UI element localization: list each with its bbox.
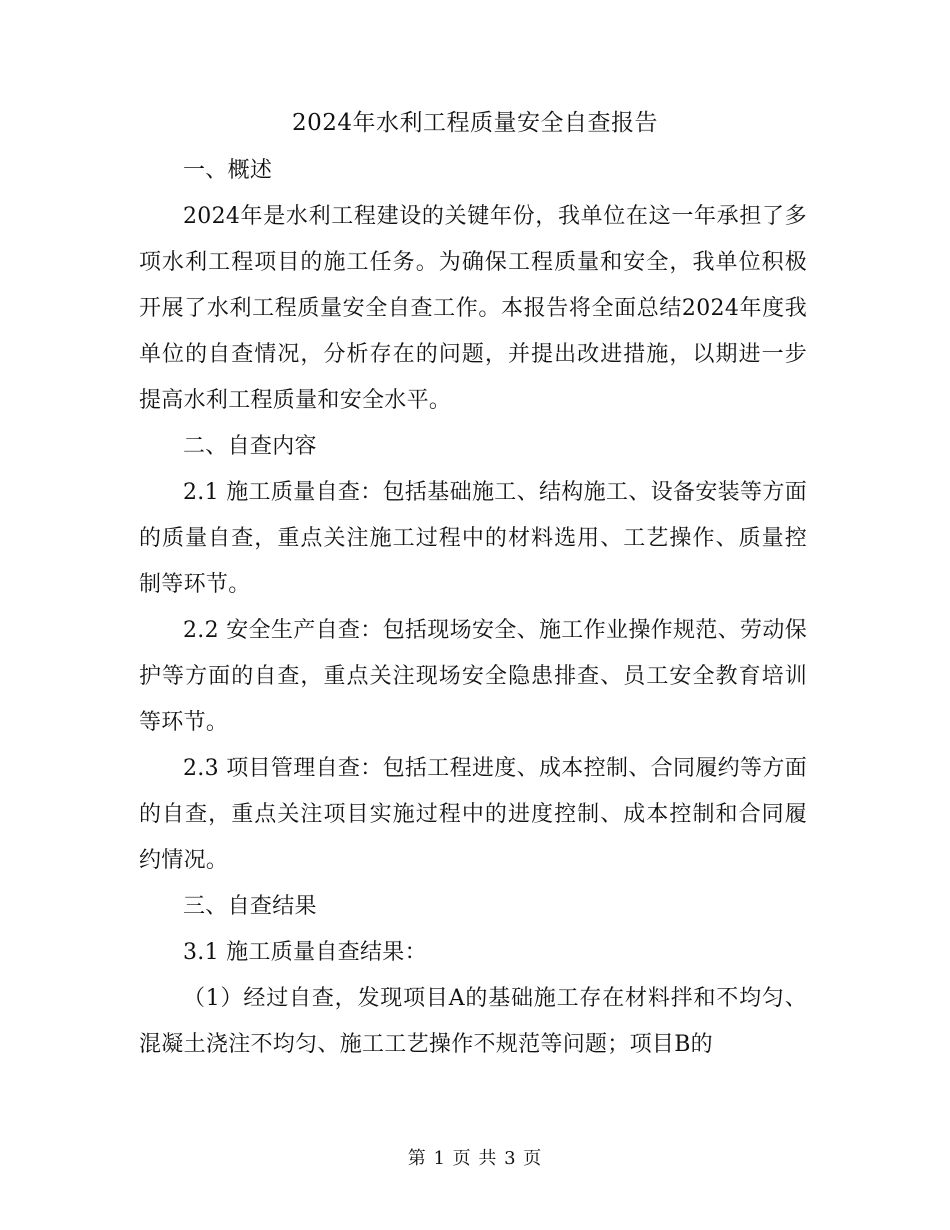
paragraph-safety-production: 2.2 安全生产自查：包括现场安全、施工作业操作规范、劳动保护等方面的自查，重点关注现场安全隐患排查、员工安全教育培训等环节。 [139, 618, 807, 735]
page-footer: 第 1 页 共 3 页 [407, 1148, 543, 1169]
paragraph-overview: 2024年是水利工程建设的关键年份，我单位在这一年承担了多项水利工程项目的施工任务。为确保工程质量和安全，我单位积极开展了水利工程质量安全自查工作。本报告将全面总结2024年度我单位的自查情况，分析存在的问题，并提出改进措施，以期进一步提高水利工程质量和安全水平。 [139, 204, 807, 413]
section-heading-content: 二、自查内容 [183, 434, 317, 459]
subheading-quality-results: 3.1 施工质量自查结果： [183, 940, 427, 965]
section-heading-overview: 一、概述 [183, 158, 273, 183]
paragraph-construction-quality: 2.1 施工质量自查：包括基础施工、结构施工、设备安装等方面的质量自查，重点关注施工过程中的材料选用、工艺操作、质量控制等环节。 [139, 480, 807, 597]
document-title: 2024年水利工程质量安全自查报告 [291, 110, 659, 136]
paragraph-project-management: 2.3 项目管理自查：包括工程进度、成本控制、合同履约等方面的自查，重点关注项目实施过程中的进度控制、成本控制和合同履约情况。 [139, 756, 807, 873]
paragraph-result-item-1: （1）经过自查，发现项目A的基础施工存在材料拌和不均匀、混凝土浇注不均匀、施工工艺操作不规范等问题；项目B的 [139, 986, 807, 1057]
section-heading-results: 三、自查结果 [183, 894, 317, 919]
document-body [139, 148, 807, 1068]
